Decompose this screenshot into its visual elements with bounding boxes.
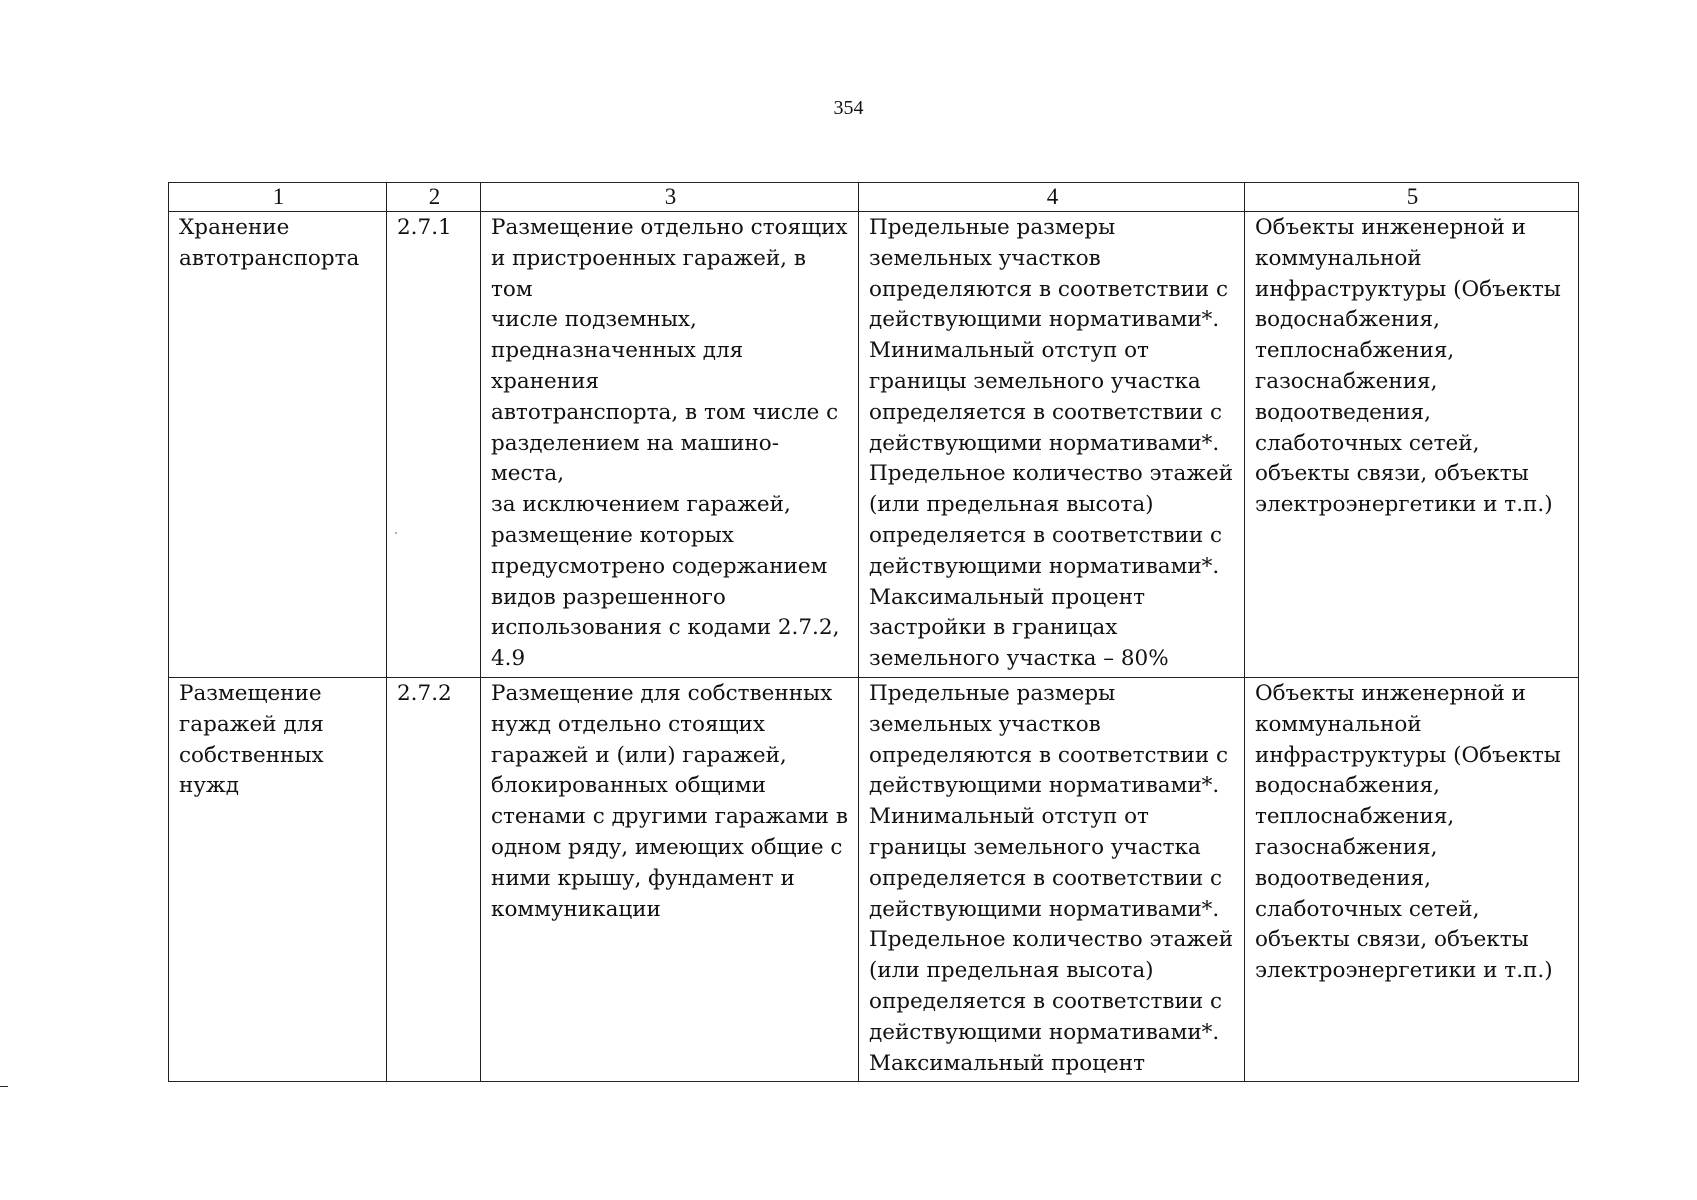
table-row (169, 677, 1579, 1081)
use-type-name: Хранение автотранспорта (169, 212, 387, 678)
header-cell-2: 2 (387, 183, 481, 212)
use-type-name: Размещение гаражей для собственных нужд (169, 677, 387, 1081)
use-type-parameters: Предельные размеры земельных участков определяются в соответствии с действующими нормативами*. Минимальный отступ от границы земельного участка определяется в соответствии с действующими нормативами*. Предельное количество этажей (или предельная высота) определяется в соответствии с действующими нормативами*. Максимальный процент застройки в границах земельного участка – 80% (859, 212, 1245, 678)
use-type-description: Размещение для собственных нужд отдельно стоящих гаражей и (или) гаражей, блокированных общими стенами с другими гаражами в одном ряду, имеющих общие с ними крышу, фундамент и коммуникации (481, 677, 859, 1081)
table-row (169, 212, 1579, 678)
zoning-table (168, 182, 1579, 1082)
margin-mark (0, 1086, 8, 1087)
page-number: 354 (833, 97, 864, 119)
use-type-auxiliary: Объекты инженерной и коммунальной инфраструктуры (Объекты водоснабжения, теплоснабжения, газоснабжения, водоотведения, слаботочных сетей, объекты связи, объекты электроэнергетики и т.п.) (1245, 212, 1579, 678)
use-type-code: 2.7.1 (387, 212, 481, 678)
use-type-auxiliary: Объекты инженерной и коммунальной инфраструктуры (Объекты водоснабжения, теплоснабжения, газоснабжения, водоотведения, слаботочных сетей, объекты связи, объекты электроэнергетики и т.п.) (1245, 677, 1579, 1081)
header-cell-3: 3 (481, 183, 859, 212)
table-header-row (169, 183, 1579, 212)
use-type-code: 2.7.2 (387, 677, 481, 1081)
use-type-parameters: Предельные размеры земельных участков определяются в соответствии с действующими нормативами*. Минимальный отступ от границы земельного участка определяется в соответствии с действующими нормативами*. Предельное количество этажей (или предельная высота) определяется в соответствии с действующими нормативами*. Максимальный процент (859, 677, 1245, 1081)
use-type-description: Размещение отдельно стоящих и пристроенных гаражей, в том числе подземных, предназначенных для хранения автотранспорта, в том числе с разделением на машино-места, за исключением гаражей, размещение которых предусмотрено содержанием видов разрешенного использования с кодами 2.7.2, 4.9 (481, 212, 859, 678)
header-cell-4: 4 (859, 183, 1245, 212)
header-cell-1: 1 (169, 183, 387, 212)
scan-dot (395, 532, 397, 534)
header-cell-5: 5 (1245, 183, 1579, 212)
